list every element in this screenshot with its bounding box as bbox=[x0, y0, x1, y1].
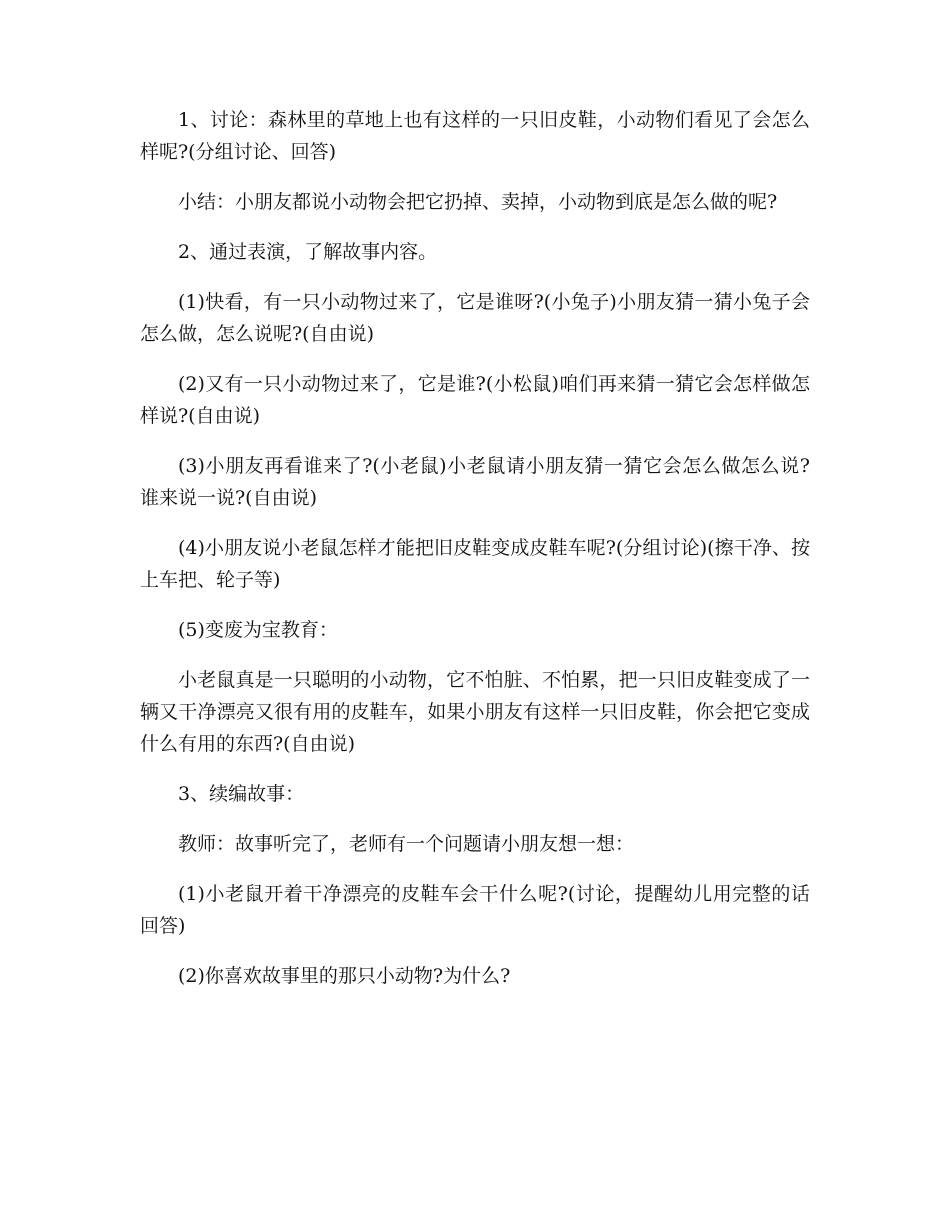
paragraph-squirrel: (2)又有一只小动物过来了，它是谁?(小松鼠)咱们再来猜一猜它会怎样做怎样说?(自由说) bbox=[140, 373, 810, 427]
paragraph-question-1: (1)小老鼠开着干净漂亮的皮鞋车会干什么呢?(讨论，提醒幼儿用完整的话回答) bbox=[140, 883, 810, 937]
paragraph-section-2: 2、通过表演，了解故事内容。 bbox=[178, 241, 438, 263]
paragraph-recycle-text: 小老鼠真是一只聪明的小动物，它不怕脏、不怕累，把一只旧皮鞋变成了一辆又干净漂亮又很有用的皮鞋车，如果小朋友有这样一只旧皮鞋，你会把它变成什么有用的东西?(自由说) bbox=[140, 669, 810, 755]
paragraph-section-3: 3、续编故事： bbox=[178, 783, 305, 805]
paragraph-recycle-heading: (5)变废为宝教育： bbox=[178, 619, 338, 641]
document-body bbox=[140, 104, 810, 1010]
paragraph-rabbit: (1)快看，有一只小动物过来了，它是谁呀?(小兔子)小朋友猜一猜小兔子会怎么做，怎么说呢?(自由说) bbox=[140, 291, 810, 345]
paragraph-discussion: 1、讨论：森林里的草地上也有这样的一只旧皮鞋，小动物们看见了会怎么样呢?(分组讨论、回答) bbox=[140, 109, 810, 163]
paragraph-question-2: (2)你喜欢故事里的那只小动物?为什么? bbox=[178, 965, 511, 987]
paragraph-shoe-car: (4)小朋友说小老鼠怎样才能把旧皮鞋变成皮鞋车呢?(分组讨论)(擦干净、按上车把、轮子等) bbox=[140, 537, 810, 591]
paragraph-teacher: 教师：故事听完了，老师有一个问题请小朋友想一想： bbox=[178, 833, 635, 855]
paragraph-mouse: (3)小朋友再看谁来了?(小老鼠)小老鼠请小朋友猜一猜它会怎么做怎么说?谁来说一说?(自由说) bbox=[140, 455, 810, 509]
paragraph-summary: 小结：小朋友都说小动物会把它扔掉、卖掉，小动物到底是怎么做的呢? bbox=[178, 191, 778, 213]
